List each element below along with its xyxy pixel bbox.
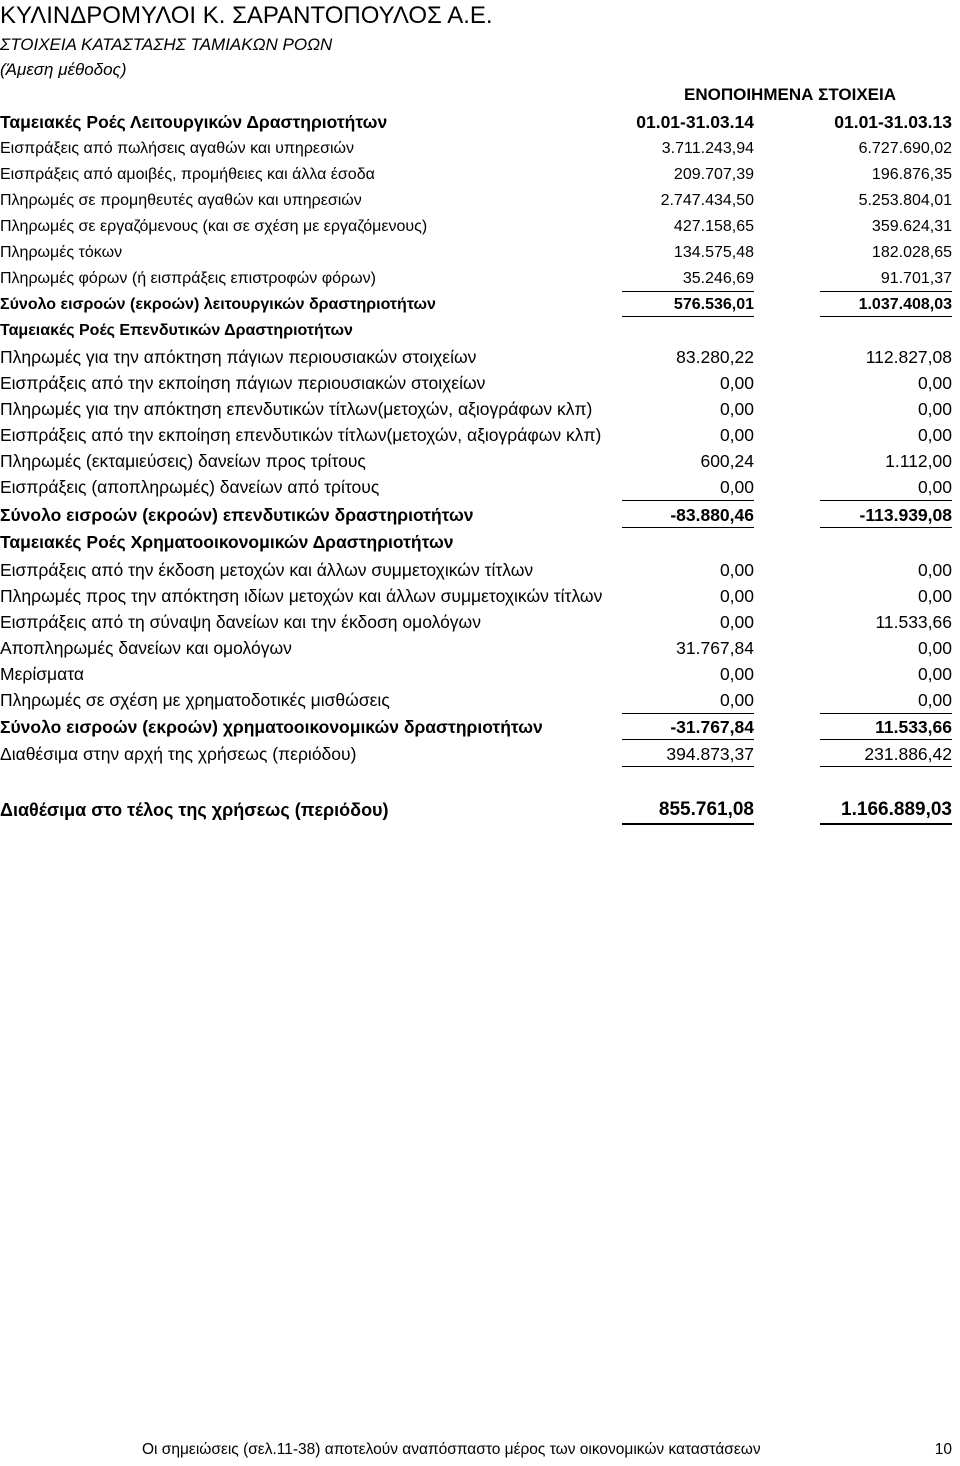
table-row	[0, 424, 960, 450]
statement-subtitle: ΣΤΟΙΧΕΙΑ ΚΑΤΑΣΤΑΣΗΣ ΤΑΜΙΑΚΩΝ ΡΟΩΝ	[0, 35, 333, 54]
investing-heading: Ταμειακές Ροές Επενδυτικών Δραστηριοτήτων	[0, 322, 353, 339]
table-row	[0, 190, 960, 216]
row-label: Πληρωμές σε σχέση με χρηματοδοτικές μισθώσεις	[0, 690, 390, 710]
period-2-header: 01.01-31.03.13	[834, 112, 952, 132]
total-value-2014: 576.536,01	[673, 296, 754, 313]
row-value-2014: 3.711.243,94	[661, 140, 754, 157]
row-label: Εισπράξεις από την εκποίηση πάγιων περιουσιακών στοιχείων	[0, 373, 486, 393]
row-label: Πληρωμές σε προμηθευτές αγαθών και υπηρεσιών	[0, 192, 362, 209]
table-row	[0, 585, 960, 611]
period-1-header: 01.01-31.03.14	[636, 112, 754, 132]
row-value-2013: 0,00	[917, 399, 952, 419]
method-label: (Άμεση μέθοδος)	[0, 60, 127, 79]
row-label: Εισπράξεις από την εκποίηση επενδυτικών τίτλων(μετοχών, αξιογράφων κλπ)	[0, 425, 602, 445]
row-value-2014: 0,00	[719, 612, 754, 632]
row-value-2013: 0,00	[917, 664, 952, 684]
total-value-2013: -113.939,08	[859, 505, 952, 525]
column-rule	[820, 766, 952, 767]
column-rule	[820, 500, 952, 501]
table-row	[0, 372, 960, 398]
row-value-2013: 112.827,08	[865, 347, 952, 367]
row-label: Πληρωμές (εκταμιεύσεις) δανείων προς τρίτους	[0, 451, 366, 471]
financing-heading-row	[0, 531, 960, 557]
opening-cash-label: Διαθέσιμα στην αρχή της χρήσεως (περιόδου)	[0, 744, 357, 764]
total-label: Σύνολο εισροών (εκροών) λειτουργικών δραστηριοτήτων	[0, 296, 436, 313]
operating-heading: Ταμειακές Ροές Λειτουργικών Δραστηριοτήτων	[0, 112, 388, 132]
table-row	[0, 398, 960, 424]
total-label: Σύνολο εισροών (εκροών) επενδυτικών δραστηριοτήτων	[0, 505, 474, 525]
row-value-2013: 91.701,37	[880, 270, 952, 287]
row-label: Πληρωμές προς την απόκτηση ιδίων μετοχών και άλλων συμμετοχικών τίτλων	[0, 586, 603, 606]
company-title: ΚΥΛΙΝΔΡΟΜΥΛΟΙ Κ. ΣΑΡΑΝΤΟΠΟΥΛΟΣ Α.Ε.	[0, 2, 493, 29]
total-value-2014: -83.880,46	[670, 505, 754, 525]
row-value-2014: 0,00	[719, 399, 754, 419]
row-value-2013: 0,00	[917, 477, 952, 497]
total-value-2014: -31.767,84	[670, 717, 754, 737]
closing-cash-row	[0, 798, 960, 824]
footer-note: Οι σημειώσεις (σελ.11-38) αποτελούν αναπόσπαστο μέρος των οικονομικών καταστάσεων	[142, 1441, 761, 1458]
table-row	[0, 637, 960, 663]
column-rule	[820, 713, 952, 714]
row-label: Εισπράξεις από αμοιβές, προμήθειες και άλλα έσοδα	[0, 166, 375, 183]
row-value-2013: 196.876,35	[871, 166, 952, 183]
row-value-2013: 0,00	[917, 638, 952, 658]
closing-cash-2014: 855.761,08	[658, 799, 754, 820]
row-value-2014: 2.747.434,50	[660, 192, 754, 209]
row-label: Πληρωμές σε εργαζόμενους (και σε σχέση με εργαζόμενους)	[0, 218, 428, 235]
row-label: Πληρωμές για την απόκτηση πάγιων περιουσιακών στοιχείων	[0, 347, 477, 367]
row-label: Πληρωμές για την απόκτηση επενδυτικών τίτλων(μετοχών, αξιογράφων κλπ)	[0, 399, 593, 419]
row-label: Εισπράξεις από πωλήσεις αγαθών και υπηρεσιών	[0, 140, 354, 157]
table-row	[0, 216, 960, 242]
column-rule	[622, 500, 754, 501]
row-value-2014: 134.575,48	[673, 244, 754, 261]
row-value-2013: 0,00	[917, 586, 952, 606]
column-rule	[622, 527, 754, 528]
table-row	[0, 450, 960, 476]
row-label: Εισπράξεις από την έκδοση μετοχών και άλλων συμμετοχικών τίτλων	[0, 560, 534, 580]
row-value-2014: 83.280,22	[676, 347, 754, 367]
row-value-2014: 31.767,84	[676, 638, 754, 658]
table-row	[0, 689, 960, 715]
row-label: Αποπληρωμές δανείων και ομολόγων	[0, 638, 292, 658]
column-rule	[622, 713, 754, 714]
table-row	[0, 346, 960, 372]
financing-total-row	[0, 716, 960, 742]
row-value-2013: 11.533,66	[875, 612, 952, 632]
column-rule	[622, 739, 754, 740]
row-value-2013: 6.727.690,02	[858, 140, 952, 157]
total-label: Σύνολο εισροών (εκροών) χρηματοοικονομικών δραστηριοτήτων	[0, 717, 543, 737]
financing-heading: Ταμειακές Ροές Χρηματοοικονομικών Δραστηριοτήτων	[0, 532, 454, 552]
row-label: Εισπράξεις από τη σύναψη δανείων και την έκδοση ομολόγων	[0, 612, 481, 632]
row-value-2014: 600,24	[700, 451, 754, 471]
opening-cash-row	[0, 743, 960, 769]
row-value-2013: 0,00	[917, 690, 952, 710]
operating-total-row	[0, 294, 960, 320]
column-rule	[820, 823, 952, 825]
row-value-2013: 0,00	[917, 425, 952, 445]
closing-cash-2013: 1.166.889,03	[841, 799, 952, 820]
row-value-2014: 0,00	[719, 477, 754, 497]
row-label: Εισπράξεις (αποπληρωμές) δανείων από τρίτους	[0, 477, 380, 497]
row-value-2013: 182.028,65	[871, 244, 952, 261]
table-row	[0, 164, 960, 190]
row-value-2013: 0,00	[917, 373, 952, 393]
row-value-2014: 0,00	[719, 586, 754, 606]
operating-heading-row	[0, 111, 960, 137]
row-value-2013: 1.112,00	[885, 451, 952, 471]
table-row	[0, 242, 960, 268]
column-rule	[622, 766, 754, 767]
row-value-2013: 5.253.804,01	[858, 192, 952, 209]
row-label: Πληρωμές τόκων	[0, 244, 123, 261]
row-value-2014: 0,00	[719, 560, 754, 580]
page-number: 10	[934, 1441, 952, 1458]
column-rule	[622, 291, 754, 292]
table-row	[0, 663, 960, 689]
column-rule	[622, 823, 754, 825]
row-value-2014: 427.158,65	[673, 218, 754, 235]
table-row	[0, 476, 960, 502]
table-row	[0, 611, 960, 637]
table-row	[0, 559, 960, 585]
table-row	[0, 268, 960, 294]
row-label: Πληρωμές φόρων (ή εισπράξεις επιστροφών φόρων)	[0, 270, 376, 287]
column-rule	[820, 739, 952, 740]
row-value-2014: 35.246,69	[682, 270, 754, 287]
column-rule	[820, 316, 952, 317]
row-value-2014: 209.707,39	[673, 166, 754, 183]
table-row	[0, 138, 960, 164]
investing-total-row	[0, 504, 960, 530]
total-value-2013: 1.037.408,03	[858, 296, 952, 313]
row-value-2014: 0,00	[719, 690, 754, 710]
opening-cash-2014: 394.873,37	[666, 744, 754, 764]
row-label: Μερίσματα	[0, 664, 85, 684]
consolidated-label: ΕΝΟΠΟΙΗΜΕΝΑ ΣΤΟΙΧΕΙΑ	[684, 85, 897, 104]
column-rule	[622, 316, 754, 317]
closing-cash-label: Διαθέσιμα στο τέλος της χρήσεως (περιόδου)	[0, 800, 389, 820]
column-rule	[820, 527, 952, 528]
column-rule	[820, 291, 952, 292]
row-value-2014: 0,00	[719, 373, 754, 393]
row-value-2014: 0,00	[719, 425, 754, 445]
total-value-2013: 11.533,66	[875, 717, 952, 737]
row-value-2013: 0,00	[917, 560, 952, 580]
row-value-2014: 0,00	[719, 664, 754, 684]
opening-cash-2013: 231.886,42	[864, 744, 952, 764]
row-value-2013: 359.624,31	[871, 218, 952, 235]
investing-heading-row	[0, 320, 960, 346]
